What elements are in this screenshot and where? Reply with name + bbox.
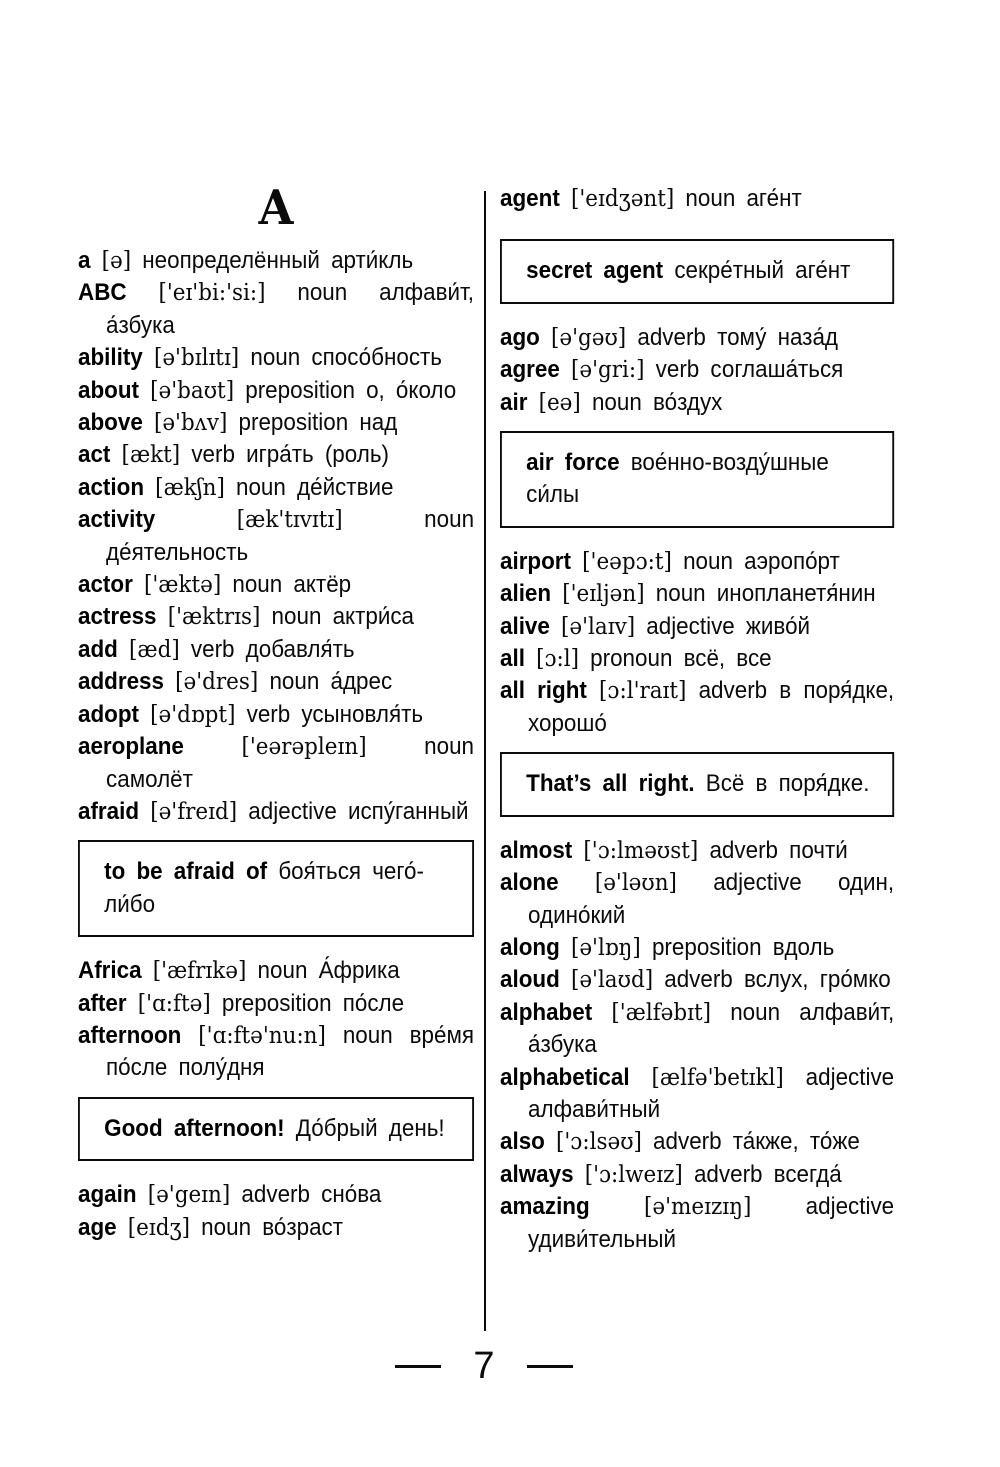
dictionary-entry [500, 387, 894, 419]
entry-part-of-speech: adjective [646, 612, 735, 640]
dictionary-entry [500, 1126, 894, 1158]
entry-translation: над [359, 409, 398, 437]
dictionary-entry [78, 1212, 474, 1244]
entry-headword: actress [78, 603, 157, 631]
entry-part-of-speech: adverb [693, 1160, 763, 1188]
dictionary-entry [78, 504, 474, 569]
left-column [78, 180, 475, 1244]
entry-headword: afternoon [78, 1021, 182, 1049]
entry-headword: afraid [78, 797, 140, 825]
dictionary-entry [78, 342, 474, 374]
entry-headword: alphabetical [500, 1063, 630, 1091]
entry-translation: вдоль [772, 933, 835, 961]
dictionary-entry [500, 1062, 894, 1127]
entry-part-of-speech: noun [235, 473, 286, 501]
entry-transcription: [ə] [101, 248, 132, 274]
entry-transcription: ['ɔ:lweɪz] [584, 1161, 683, 1188]
entry-part-of-speech: verb [246, 700, 291, 728]
entry-part-of-speech: verb [191, 441, 235, 469]
dictionary-entry [500, 183, 894, 215]
entry-part-of-speech: noun [271, 603, 322, 631]
entry-translation: удиви́тельный [528, 1225, 677, 1253]
entry-part-of-speech: preposition [651, 933, 762, 961]
entry-translation: вре́мя по́сле полу́дня [106, 1021, 475, 1082]
entry-transcription: [ə'bɪlɪtɪ] [153, 345, 240, 372]
dictionary-entry [500, 867, 894, 932]
phrase-example-box [78, 840, 474, 937]
entry-transcription: [ə'geɪn] [147, 1182, 231, 1209]
column-divider-line [484, 191, 486, 1331]
entry-transcription: [ə'meɪzɪŋ] [643, 1194, 752, 1221]
entry-translation: усыновля́ть [301, 700, 424, 728]
entry-part-of-speech: adverb [653, 1128, 722, 1156]
entry-translation: актёр [293, 571, 352, 599]
dictionary-entry [78, 439, 474, 471]
entry-transcription: [ə'freɪd] [150, 798, 238, 825]
entry-transcription: ['ælfəbɪt] [611, 999, 712, 1026]
entry-transcription: [ə'gri:] [570, 357, 645, 384]
dictionary-entry [500, 643, 894, 675]
phrase-example-box [78, 1097, 474, 1161]
entry-translation: та́кже, то́же [732, 1128, 860, 1156]
footer-dash-right [527, 1365, 573, 1368]
entry-translation: А́фрика [318, 957, 400, 985]
entry-headword: all [500, 645, 525, 673]
entry-part-of-speech: adverb [241, 1181, 310, 1209]
entry-part-of-speech: noun [250, 344, 301, 372]
phrase-translation: До́брый день! [295, 1114, 445, 1142]
entry-part-of-speech: noun [232, 571, 283, 599]
entry-headword: adopt [78, 700, 140, 728]
entry-part-of-speech: noun [730, 998, 781, 1026]
dictionary-entry [78, 955, 474, 987]
entry-transcription: [ə'ləʊn] [594, 870, 677, 897]
entry-part-of-speech: noun [685, 185, 736, 212]
entry-part-of-speech: adjective [805, 1063, 895, 1091]
entry-headword: act [78, 441, 111, 469]
entry-headword: alive [500, 612, 550, 640]
entry-transcription: ['ɑ:ftə'nu:n] [198, 1022, 326, 1049]
entry-headword: actor [78, 571, 133, 599]
entry-translation: неопределённый арти́кль [142, 247, 414, 274]
dictionary-entry [78, 1020, 474, 1085]
dictionary-entry [78, 277, 474, 342]
entry-part-of-speech: noun [269, 668, 320, 696]
entry-headword: almost [500, 836, 573, 864]
dictionary-entry [500, 964, 894, 996]
entry-headword: also [500, 1128, 545, 1156]
dictionary-entry [78, 472, 474, 504]
entry-transcription: ['ɔ:lsəʊ] [556, 1129, 642, 1156]
right-column [500, 183, 894, 1256]
entry-part-of-speech: adverb [709, 836, 779, 864]
entry-headword: all right [500, 677, 587, 705]
entry-transcription: [ə'lɒŋ] [570, 934, 641, 961]
phrase-text: air force [526, 449, 620, 477]
phrase-example-box [500, 431, 894, 528]
phrase-example-box [500, 752, 894, 816]
entry-part-of-speech: noun [591, 388, 642, 416]
entry-transcription: [ə'bʌv] [153, 410, 228, 437]
entry-transcription: ['æktrɪs] [167, 604, 261, 631]
entry-headword: action [78, 473, 145, 501]
dictionary-entry [78, 796, 474, 828]
entry-transcription: [æk'tɪvɪtɪ] [236, 507, 343, 534]
entry-headword: aloud [500, 966, 560, 994]
entry-transcription: [ə'laɪv] [561, 613, 636, 640]
entry-part-of-speech: preposition [221, 989, 332, 1017]
entry-transcription: [ælfə'betɪkl] [651, 1064, 784, 1091]
entry-translation: алфави́т, а́збука [106, 279, 475, 339]
entry-translation: алфави́тный [528, 1095, 661, 1123]
page-footer [0, 1342, 968, 1390]
phrase-translation: Всё в поря́дке. [705, 770, 870, 798]
entry-translation: один, одино́кий [528, 869, 895, 929]
dictionary-entry [500, 546, 894, 578]
entry-part-of-speech: verb [190, 635, 235, 663]
entry-part-of-speech: verb [655, 356, 700, 384]
entry-transcription: [æd] [129, 636, 180, 663]
entry-translation: испу́ганный [347, 797, 469, 825]
entry-part-of-speech: pronoun [590, 645, 673, 673]
dictionary-entry [500, 835, 894, 867]
entry-part-of-speech: noun [257, 957, 308, 985]
dictionary-entry [78, 666, 474, 698]
entry-transcription: [ə'dɒpt] [150, 701, 236, 728]
entry-headword: add [78, 635, 118, 663]
entry-headword: about [78, 376, 140, 404]
entry-headword: activity [78, 506, 156, 534]
phrase-example-box [500, 239, 894, 303]
entry-translation: аге́нт [746, 185, 802, 212]
entry-part-of-speech: preposition [238, 409, 349, 437]
entry-part-of-speech: noun [424, 506, 475, 534]
entry-headword: agree [500, 356, 560, 384]
dictionary-entry [500, 1191, 894, 1256]
entry-headword: air [500, 388, 528, 416]
phrase-translation: секре́тный аге́нт [674, 257, 851, 285]
entry-translation: де́йствие [297, 473, 394, 501]
entry-translation: всегда́ [773, 1160, 842, 1188]
entry-transcription: ['eɪljən] [562, 581, 645, 608]
entry-part-of-speech: adjective [713, 869, 802, 897]
entry-translation: почти́ [789, 836, 848, 864]
dictionary-entry [78, 375, 474, 407]
dictionary-entry [78, 699, 474, 731]
entry-translation: живо́й [745, 612, 811, 640]
entry-translation: инопланетя́нин [716, 580, 876, 608]
entry-part-of-speech: noun [683, 547, 733, 575]
entry-headword: a [78, 247, 91, 274]
entry-translation: а́дрес [330, 668, 393, 696]
entry-headword: airport [500, 547, 571, 575]
entry-headword: above [78, 409, 143, 437]
dictionary-entry [78, 569, 474, 601]
entry-transcription: [ə'gəʊ] [551, 324, 627, 351]
dictionary-entry [500, 611, 894, 643]
entry-part-of-speech: adjective [805, 1193, 895, 1221]
entry-part-of-speech: adjective [248, 797, 337, 825]
entry-translation: в поря́дке, хорошо́ [528, 677, 895, 737]
dictionary-entry [500, 932, 894, 964]
entry-translation: тому́ наза́д [717, 323, 839, 351]
entry-headword: aeroplane [78, 733, 184, 761]
entry-headword: after [78, 989, 127, 1017]
entry-transcription: ['æfrɪkə] [152, 958, 247, 985]
entry-translation: всё, все [683, 645, 772, 673]
entry-translation: аэропо́рт [744, 547, 840, 575]
entry-part-of-speech: noun [655, 580, 706, 608]
entry-translation: добавля́ть [245, 635, 355, 663]
section-letter: A [258, 180, 294, 236]
entry-part-of-speech: noun [297, 279, 348, 307]
dictionary-entry [78, 407, 474, 439]
entry-headword: agent [500, 185, 560, 212]
entry-headword: alone [500, 869, 559, 897]
entry-transcription: ['eərəpleɪn] [241, 734, 367, 761]
entry-headword: ago [500, 323, 540, 351]
entry-transcription: [ə'laʊd] [570, 967, 654, 994]
footer-dash-left [395, 1365, 441, 1368]
entry-headword: age [78, 1213, 117, 1241]
dictionary-entry [500, 578, 894, 610]
entry-transcription: [ə'dres] [175, 669, 259, 696]
phrase-translation: боя́ться чего́-ли́бо [104, 858, 424, 918]
dictionary-entry [500, 997, 894, 1062]
entry-part-of-speech: noun [342, 1021, 393, 1049]
entry-part-of-speech: preposition [245, 376, 355, 404]
entry-part-of-speech: adverb [698, 677, 768, 705]
entry-translation: вслух, гро́мко [743, 966, 891, 994]
entry-translation: по́сле [342, 989, 405, 1017]
phrase-text: secret agent [526, 257, 664, 285]
dictionary-entry [78, 601, 474, 633]
entry-transcription: [eɪdʒ] [127, 1214, 191, 1241]
entry-part-of-speech: noun [424, 733, 475, 761]
entry-part-of-speech: noun [201, 1213, 252, 1241]
phrase-translation: вое́нно-возду́шные си́лы [526, 449, 829, 509]
entry-headword: alien [500, 580, 552, 608]
entry-transcription: ['æktə] [143, 572, 222, 599]
entry-translation: самолёт [106, 765, 193, 793]
entry-part-of-speech: adverb [664, 966, 733, 994]
dictionary-entry [78, 1179, 474, 1211]
entry-transcription: ['eɪdʒənt] [570, 186, 675, 212]
entry-headword: alphabet [500, 998, 593, 1026]
entry-transcription: [eə] [538, 389, 581, 416]
entry-transcription: [ækʃn] [155, 474, 225, 501]
phrase-text: That’s all right. [526, 770, 695, 798]
phrase-text: Good afternoon! [104, 1114, 285, 1142]
entry-translation: во́зраст [262, 1213, 344, 1241]
entry-headword: along [500, 933, 560, 961]
entry-transcription: [ɔ:l'raɪt] [599, 678, 687, 705]
dictionary-entry [78, 731, 474, 796]
page-number: 7 [473, 1345, 495, 1387]
entry-headword: address [78, 668, 164, 696]
dictionary-entry [500, 675, 894, 740]
entry-headword: ability [78, 344, 143, 372]
entry-transcription: [ə'baʊt] [150, 377, 235, 404]
entry-translation: де́ятельность [106, 538, 249, 566]
entry-translation: актри́са [332, 603, 415, 631]
entry-part-of-speech: adverb [637, 323, 706, 351]
entry-translation: алфави́т, а́збука [528, 998, 895, 1059]
entry-transcription: [ækt] [121, 442, 181, 469]
entry-headword: amazing [500, 1193, 590, 1221]
entry-transcription: ['eɪ'bi:'si:] [158, 280, 266, 307]
entry-headword: ABC [78, 279, 127, 307]
entry-transcription: ['ɑ:ftə] [137, 990, 211, 1017]
dictionary-entry [500, 354, 894, 386]
entry-transcription: ['ɔ:lməʊst] [583, 837, 699, 864]
entry-translation: спосо́бность [311, 344, 442, 372]
entry-transcription: [ɔ:l] [536, 646, 579, 673]
entry-translation: игра́ть (роль) [246, 441, 389, 469]
entry-headword: always [500, 1160, 574, 1188]
entry-transcription: ['eəpɔ:t] [582, 548, 672, 575]
dictionary-entry [500, 1159, 894, 1191]
dictionary-entry [78, 988, 474, 1020]
dictionary-entry [78, 634, 474, 666]
entry-translation: о, о́коло [366, 376, 457, 404]
entry-headword: again [78, 1181, 137, 1209]
phrase-text: to be afraid of [104, 858, 268, 886]
entry-translation: соглаша́ться [710, 356, 844, 384]
dictionary-entry [500, 322, 894, 354]
entry-translation: во́здух [652, 388, 723, 416]
entry-translation: сно́ва [321, 1181, 382, 1209]
dictionary-entry [78, 245, 474, 277]
entry-headword: Africa [78, 957, 142, 985]
